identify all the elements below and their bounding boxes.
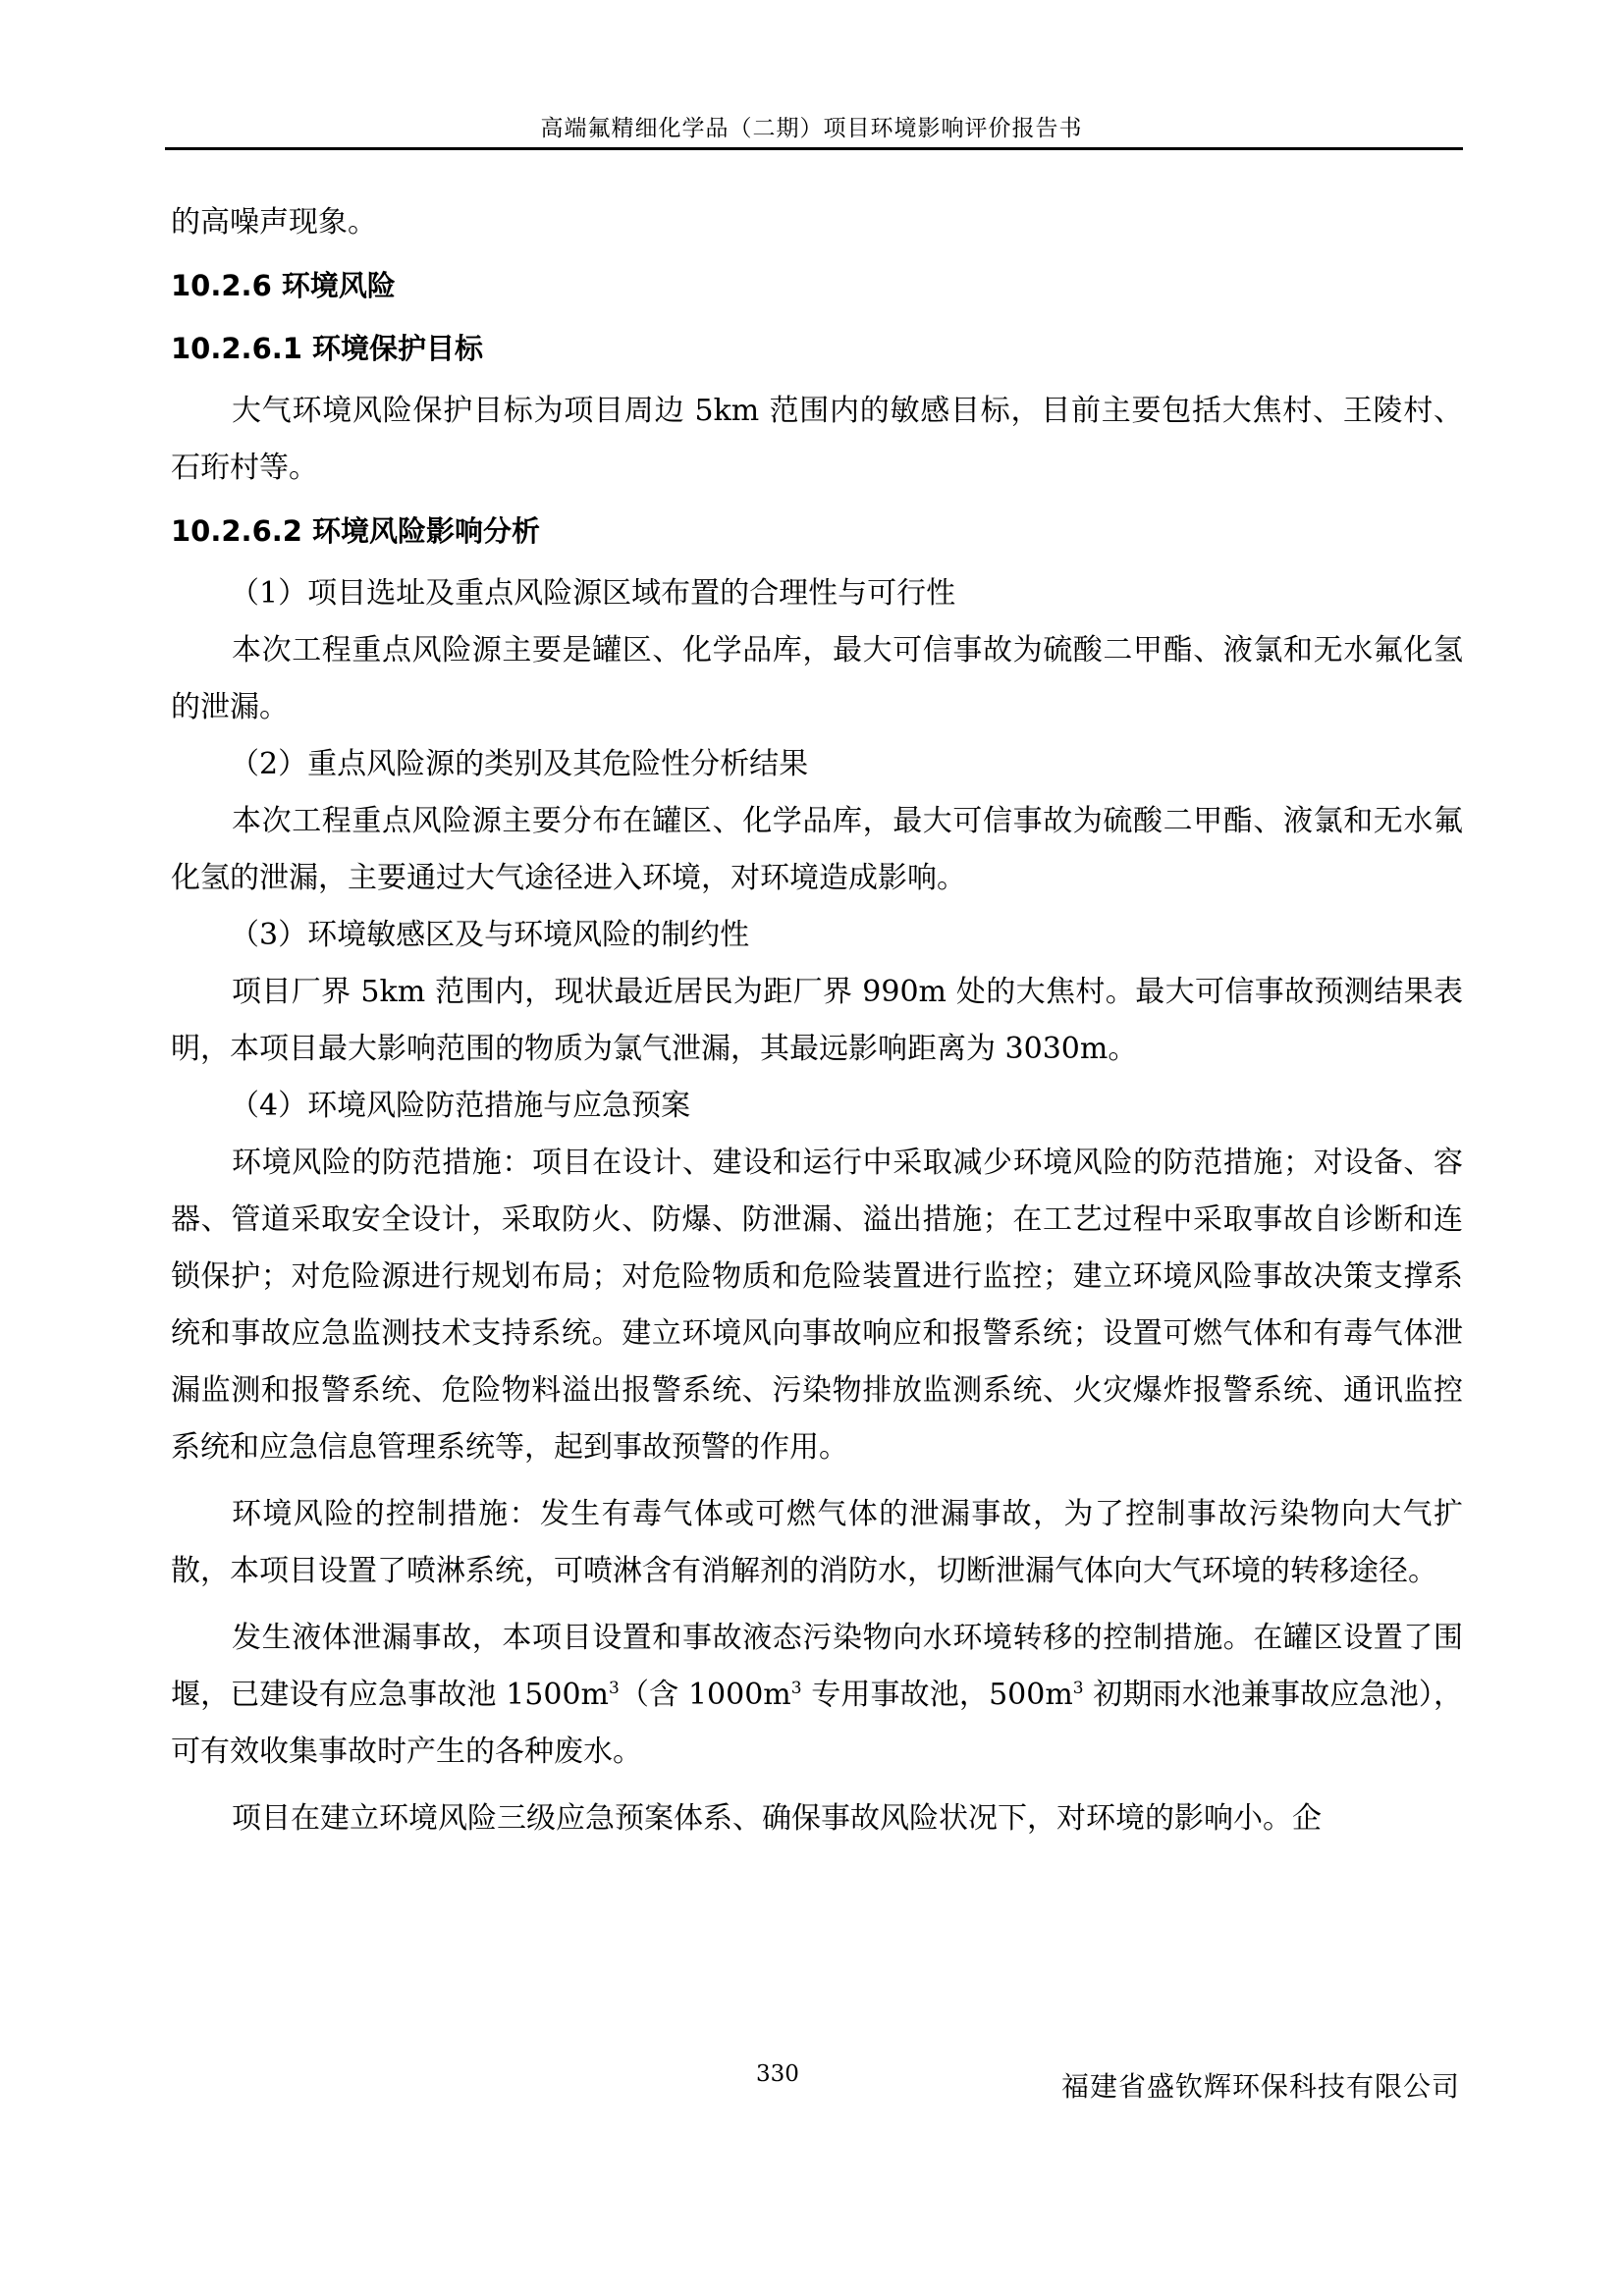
text-segment: 专用事故池，500m (801, 1678, 1073, 1712)
paragraph-protection-targets: 大气环境风险保护目标为项目周边 5km 范围内的敏感目标，目前主要包括大焦村、王陵村、石珩村等。 (171, 394, 1463, 485)
paragraph-prevention-measures: 环境风险的防范措施：项目在设计、建设和运行中采取减少环境风险的防范措施；对设备、容器、管道采取安全设计，采取防火、防爆、防泄漏、溢出措施；在工艺过程中采取事故自诊断和连锁保护；对危险源进行规划布局；对危险物质和危险装置进行监控；建立环境风险事故决策支撑系统和事故应急监测技术支持系统。建立环境风向事故响应和报警系统；设置可燃气体和有毒气体泄漏监测和报警系统、危险物料溢出报警系统、污染物排放监测系统、火灾爆炸报警系统、通讯监控系统和应急信息管理系统等，起到事故预警的作用。 (171, 1146, 1463, 1465)
paragraph-risk-category: 本次工程重点风险源主要分布在罐区、化学品库，最大可信事故为硫酸二甲酯、液氯和无水氟化氢的泄漏，主要通过大气途径进入环境，对环境造成影响。 (171, 804, 1463, 895)
superscript: 3 (1072, 1679, 1084, 1698)
subheading-3: （3）环境敏感区及与环境风险的制约性 (230, 918, 750, 952)
paragraph-liquid-leak (171, 1610, 1463, 1781)
section-heading-10-2-6-1: 10.2.6.1 环境保护目标 (171, 332, 484, 365)
paragraph-control-measures: 环境风险的控制措施：发生有毒气体或可燃气体的泄漏事故，为了控制事故污染物向大气扩散，本项目设置了喷淋系统，可喷淋含有消解剂的消防水，切断泄漏气体向大气环境的转移途径。 (171, 1497, 1463, 1588)
superscript: 3 (790, 1679, 802, 1698)
page-body (171, 194, 1463, 1847)
section-heading-10-2-6-2: 10.2.6.2 环境风险影响分析 (171, 514, 541, 548)
paragraph-emergency-plan: 项目在建立环境风险三级应急预案体系、确保事故风险状况下，对环境的影响小。企 (232, 1801, 1322, 1836)
subheading-1: （1）项目选址及重点风险源区域布置的合理性与可行性 (230, 576, 956, 611)
paragraph-risk-source: 本次工程重点风险源主要是罐区、化学品库，最大可信事故为硫酸二甲酯、液氯和无水氟化氢的泄漏。 (171, 633, 1463, 724)
subheading-2: （2）重点风险源的类别及其危险性分析结果 (230, 747, 809, 781)
running-header: 高端氟精细化学品（二期）项目环境影响评价报告书 (540, 116, 1083, 141)
paragraph-sensitive-area: 项目厂界 5km 范围内，现状最近居民为距厂界 990m 处的大焦村。最大可信事故预测结果表明，本项目最大影响范围的物质为氯气泄漏，其最远影响距离为 3030m。 (171, 975, 1463, 1066)
text-segment: 发生液体泄漏事故，本项目设置和事故液态污染物向水环境转移的控制措施。在罐区设置了围堰，已建设有应急事故池 1500m (171, 1621, 1463, 1712)
footer-organization: 福建省盛钦辉环保科技有限公司 (1060, 2070, 1460, 2103)
text-segment: （含 1000m (619, 1678, 791, 1712)
subheading-4: （4）环境风险防范措施与应急预案 (230, 1089, 691, 1123)
paragraph-continuation: 的高噪声现象。 (171, 205, 377, 240)
header-divider (165, 147, 1463, 150)
superscript: 3 (609, 1679, 620, 1698)
text-segment: 初期雨水池兼事故应急池），可有效收集事故时产生的各种废水。 (171, 1678, 1463, 1769)
section-heading-10-2-6: 10.2.6 环境风险 (171, 269, 396, 302)
page-number: 330 (756, 2061, 799, 2087)
